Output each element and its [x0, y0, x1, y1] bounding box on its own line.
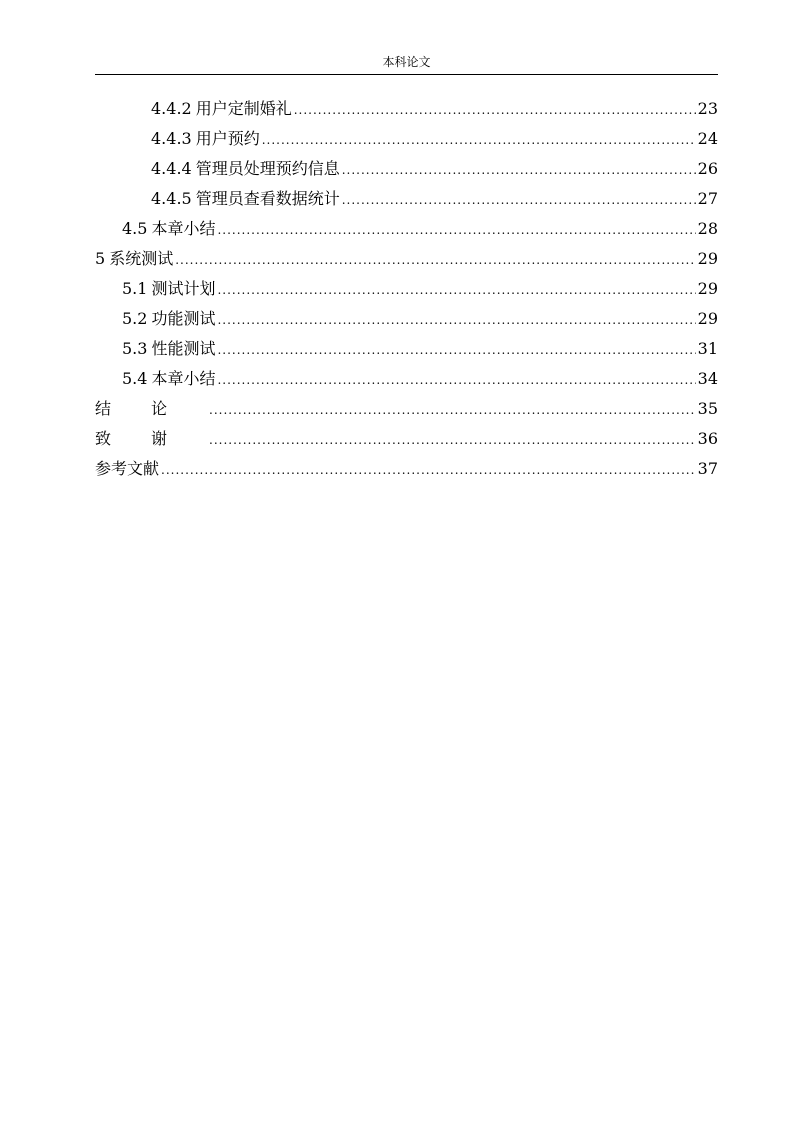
- toc-entry-number: 5.3: [122, 339, 148, 358]
- header-title: 本科论文: [382, 55, 431, 69]
- toc-entry-title: [122, 364, 215, 394]
- toc-entry[interactable]: [95, 214, 718, 244]
- toc-entry-label: 用户定制婚礼: [195, 99, 292, 118]
- toc-entry-number: 5.4: [122, 369, 148, 388]
- toc-entry-page: 36: [697, 429, 718, 448]
- toc-entry-title: [122, 274, 215, 304]
- toc-entry-title: [151, 184, 340, 214]
- toc-entry-title: [151, 154, 340, 184]
- toc-entry[interactable]: [95, 184, 718, 214]
- toc-leader-dots: [217, 335, 695, 365]
- toc-entry-page: 34: [697, 369, 718, 388]
- toc-entry-page: 31: [697, 339, 718, 358]
- toc-leader-dots: [342, 155, 696, 185]
- toc-entry-label: 用户预约: [195, 129, 260, 148]
- toc-leader-dots: [161, 455, 696, 485]
- toc-entry[interactable]: [95, 94, 718, 124]
- toc-leader-dots: [217, 215, 695, 245]
- toc-entry[interactable]: [95, 244, 718, 274]
- toc-entry[interactable]: [95, 364, 718, 394]
- toc-entry-page: 29: [697, 249, 718, 268]
- toc-entry-label: 管理员处理预约信息: [195, 159, 340, 178]
- toc-entry-label: 本章小结: [151, 369, 216, 388]
- toc-entry-page: 35: [697, 399, 718, 418]
- toc-entry-page: 26: [697, 159, 718, 178]
- toc-leader-dots: [209, 395, 696, 425]
- toc-entry-title: [151, 94, 292, 124]
- toc-entry[interactable]: [95, 334, 718, 364]
- toc-entry[interactable]: [95, 394, 718, 424]
- toc-entry[interactable]: [95, 304, 718, 334]
- toc-entry-number: 4.4.5: [151, 189, 192, 208]
- toc-entry-title: [122, 304, 215, 334]
- toc-entry-number: 5: [95, 249, 106, 268]
- toc-entry[interactable]: [95, 454, 718, 484]
- toc-entry-title: [151, 124, 260, 154]
- toc-entry-number: 4.4.3: [151, 129, 192, 148]
- toc-entry-page: 37: [697, 459, 718, 478]
- toc-leader-dots: [175, 245, 695, 275]
- toc-entry-label: 参考文献: [95, 459, 160, 478]
- toc-entry-page: 27: [697, 189, 718, 208]
- toc-leader-dots: [209, 425, 696, 455]
- toc-entry-label: 测试计划: [151, 279, 216, 298]
- toc-entry-page: 23: [697, 99, 718, 118]
- toc-entry-number: 4.5: [122, 219, 148, 238]
- toc-entry-title: [122, 334, 215, 364]
- toc-leader-dots: [342, 185, 696, 215]
- toc-entry-label: 管理员查看数据统计: [195, 189, 340, 208]
- toc-entry-page: 29: [697, 309, 718, 328]
- toc-entry-title: [122, 214, 215, 244]
- toc-entry-label: 功能测试: [151, 309, 216, 328]
- toc-leader-dots: [294, 95, 696, 125]
- toc-leader-dots: [262, 125, 696, 155]
- toc-leader-dots: [217, 305, 695, 335]
- toc-entry-page: 24: [697, 129, 718, 148]
- page-header: [95, 52, 718, 75]
- toc-entry-label: 结论: [95, 399, 208, 418]
- toc-entry[interactable]: [95, 424, 718, 454]
- toc-entry-number: 4.4.4: [151, 159, 192, 178]
- toc-entry-label: 本章小结: [151, 219, 216, 238]
- toc-entry-number: 5.2: [122, 309, 148, 328]
- toc-entry-title: [95, 454, 159, 484]
- toc-entry-number: 5.1: [122, 279, 148, 298]
- toc-leader-dots: [217, 275, 695, 305]
- toc-entry[interactable]: [95, 154, 718, 184]
- table-of-contents: [95, 94, 718, 484]
- toc-entry-label: 系统测试: [109, 249, 174, 268]
- toc-entry-number: 4.4.2: [151, 99, 192, 118]
- toc-entry[interactable]: [95, 274, 718, 304]
- toc-entry-title: [95, 244, 173, 274]
- toc-entry-title: [95, 424, 207, 454]
- toc-leader-dots: [217, 365, 695, 395]
- toc-entry-title: [95, 394, 207, 424]
- toc-entry-label: 致谢: [95, 429, 208, 448]
- toc-entry-label: 性能测试: [151, 339, 216, 358]
- toc-entry-page: 28: [697, 219, 718, 238]
- toc-entry[interactable]: [95, 124, 718, 154]
- toc-entry-page: 29: [697, 279, 718, 298]
